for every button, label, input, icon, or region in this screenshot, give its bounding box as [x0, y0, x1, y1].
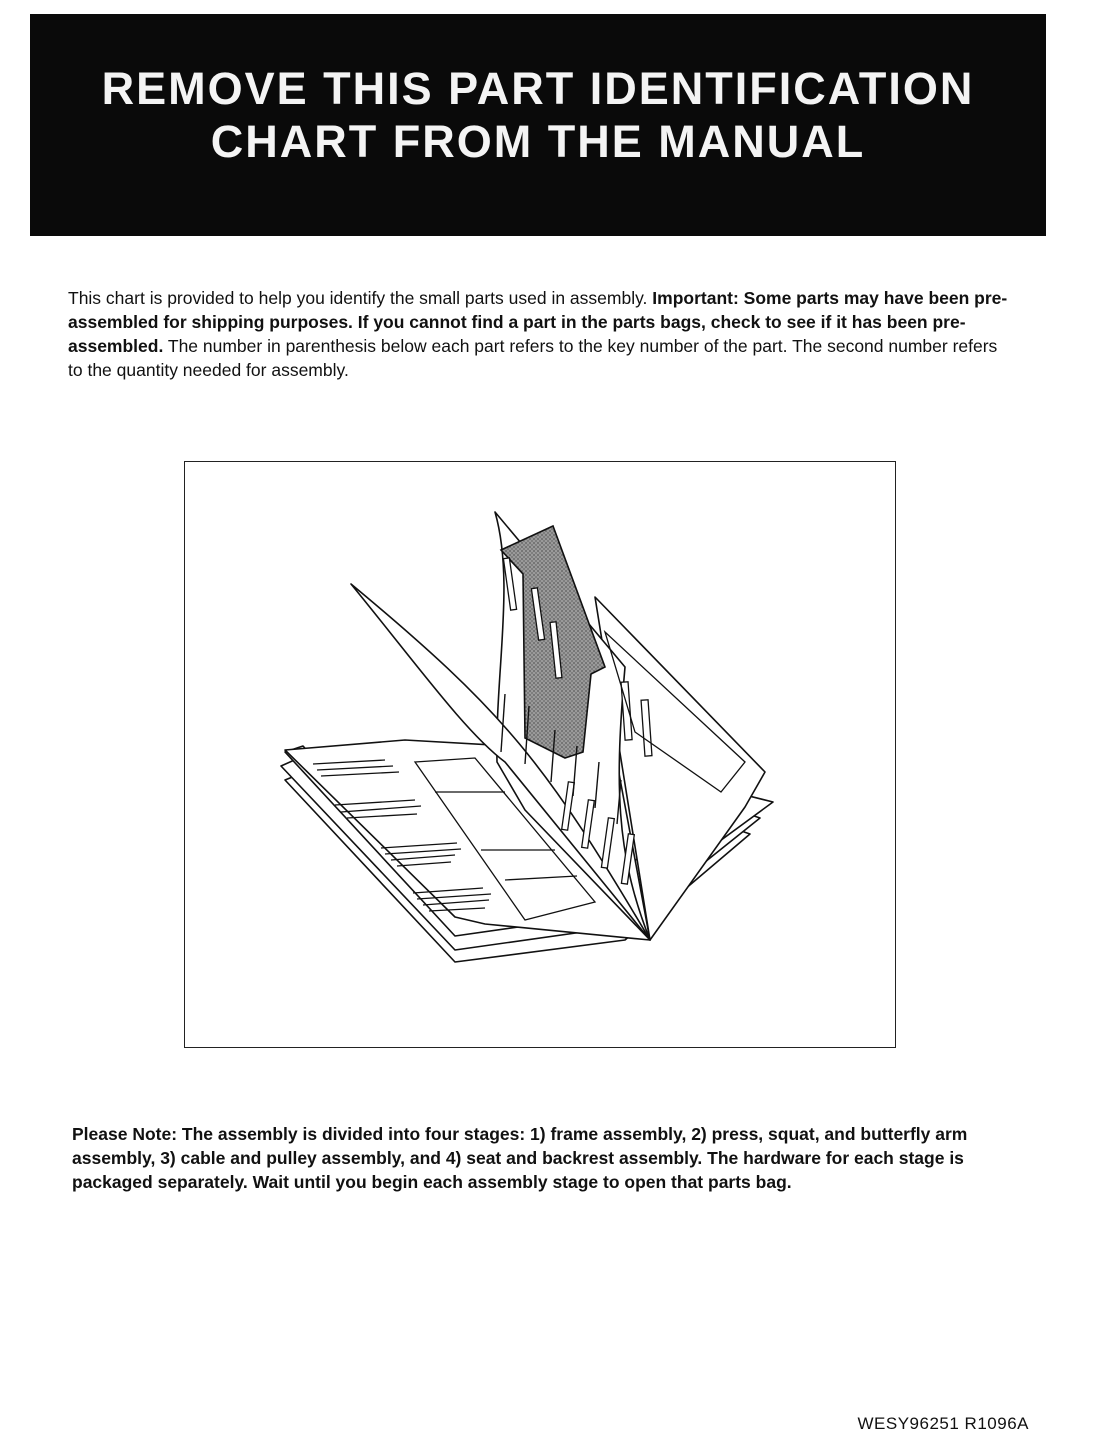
open-manual-with-removable-chart-icon: [185, 462, 897, 1049]
header-banner: [30, 14, 1046, 236]
intro-text-important: Important: Some parts may have been pre-assembled for shipping purposes. If you cannot find a part in the parts bags, check to see if it has been pre-assembled.: [68, 288, 1008, 356]
intro-paragraph: [68, 286, 1008, 382]
intro-text-tail: The number in parenthesis below each part refers to the key number of the part. The second number refers to the quantity needed for assembly.: [68, 336, 998, 380]
banner-title-line-1: REMOVE THIS PART IDENTIFICATION: [101, 63, 975, 114]
banner-title-line-2: CHART FROM THE MANUAL: [210, 116, 866, 167]
assembly-note: Please Note: The assembly is divided into four stages: 1) frame assembly, 2) press, squat, and butterfly arm assembly, 3) cable and pulley assembly, and 4) seat and backrest assembly. The hardware for each stage is packaged separately. Wait until you begin each assembly stage to open that parts bag.: [72, 1124, 968, 1192]
document-code: WESY96251 R1096A: [857, 1414, 1029, 1433]
figure-frame: [184, 461, 896, 1048]
intro-text-plain: This chart is provided to help you identify the small parts used in assembly.: [68, 288, 653, 308]
